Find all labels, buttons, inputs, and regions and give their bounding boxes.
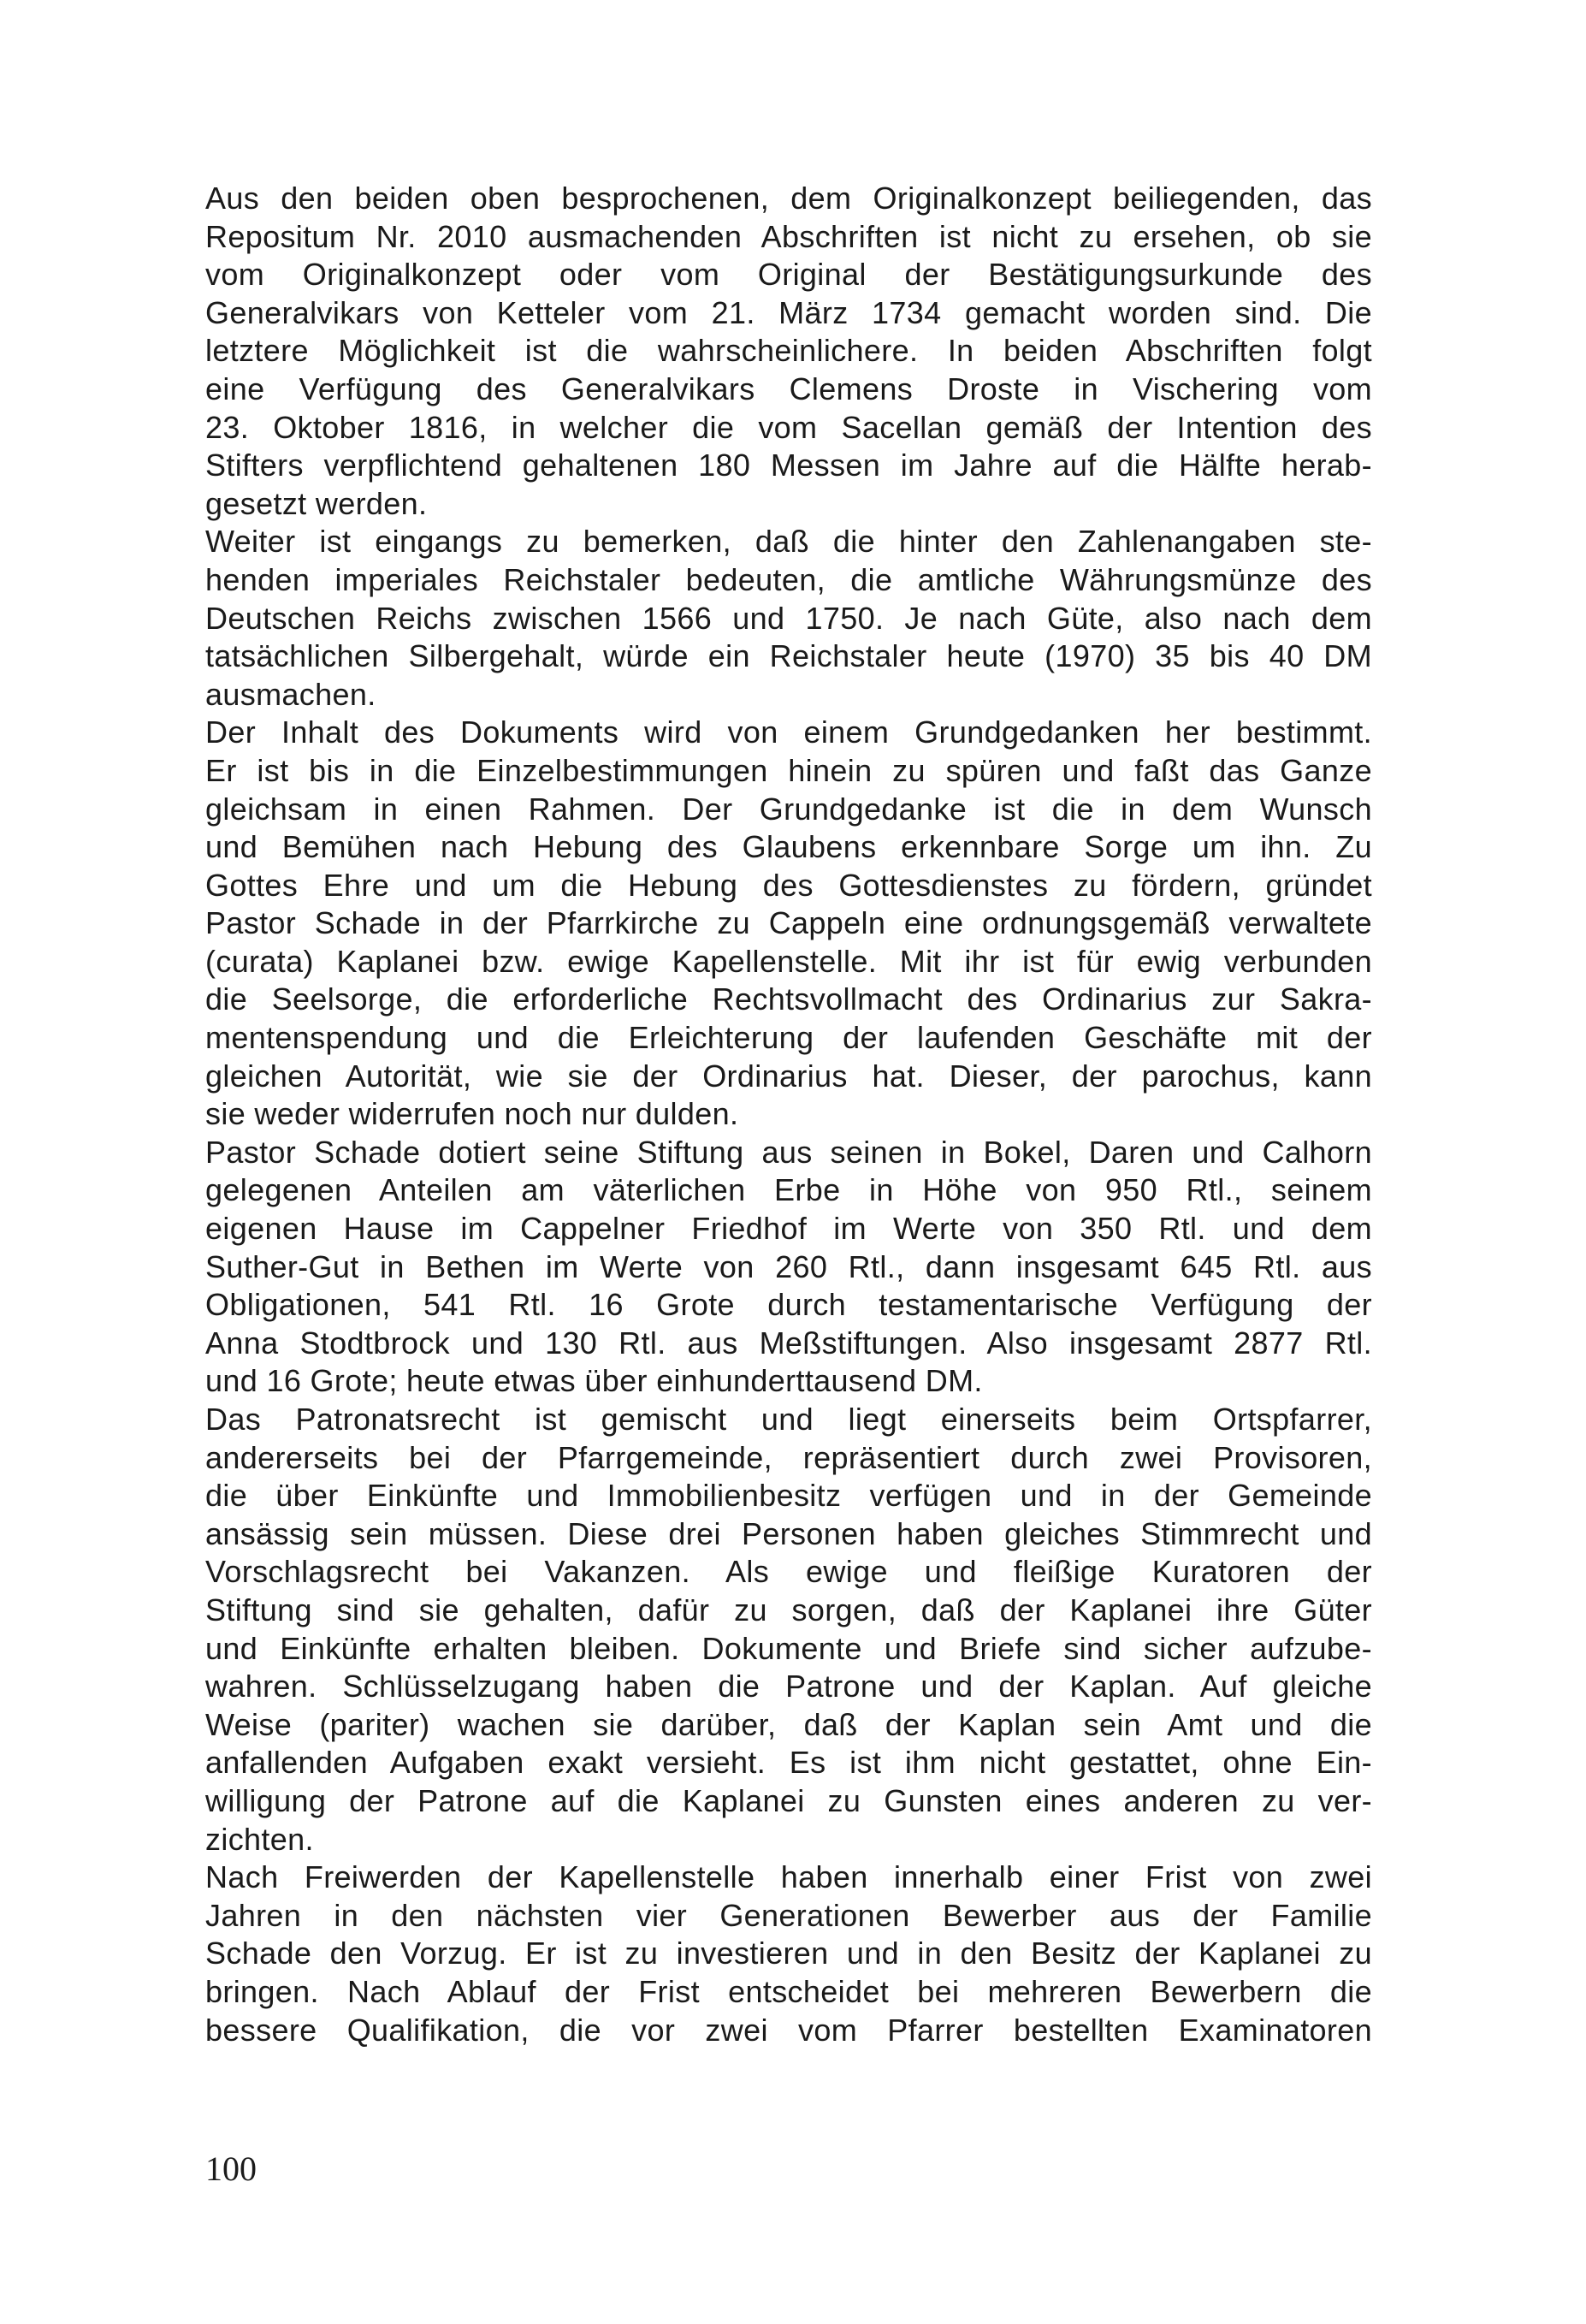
text-line: ausmachen. xyxy=(205,676,376,712)
text-line: gelegenen Anteilen am väterlichen Erbe in Höhe von 950 Rtl., seinem xyxy=(205,1172,1372,1208)
text-line: letztere Möglichkeit ist die wahrscheinlichere. In beiden Abschriften folgt xyxy=(205,333,1372,369)
text-line: bessere Qualifikation, die vor zwei vom Pfarrer bestellten Examinatoren xyxy=(205,2012,1372,2048)
text-line: Jahren in den nächsten vier Generationen Bewerber aus der Familie xyxy=(205,1897,1372,1933)
text-line: Anna Stodtbrock und 130 Rtl. aus Meßstiftungen. Also insgesamt 2877 Rtl. xyxy=(205,1325,1372,1361)
text-line: willigung der Patrone auf die Kaplanei zu Gunsten eines anderen zu ver- xyxy=(205,1782,1372,1818)
text-line: Weiter ist eingangs zu bemerken, daß die hinter den Zahlenangaben ste- xyxy=(205,524,1372,560)
text-line: andererseits bei der Pfarrgemeinde, repräsentiert durch zwei Provisoren, xyxy=(205,1439,1372,1475)
text-line: und Bemühen nach Hebung des Glaubens erkennbare Sorge um ihn. Zu xyxy=(205,829,1372,865)
paragraph xyxy=(205,714,1372,1134)
text-line: gesetzt werden. xyxy=(205,485,428,521)
paragraph xyxy=(205,523,1372,714)
text-line: Nach Freiwerden der Kapellenstelle haben innerhalb einer Frist von zwei xyxy=(205,1859,1372,1895)
text-line: Pastor Schade dotiert seine Stiftung aus seinen in Bokel, Daren und Calhorn xyxy=(205,1134,1372,1170)
body-text xyxy=(205,180,1372,2049)
text-line: wahren. Schlüsselzugang haben die Patrone und der Kaplan. Auf gleiche xyxy=(205,1669,1372,1704)
text-line: Aus den beiden oben besprochenen, dem Originalkonzept beiliegenden, das xyxy=(205,181,1372,216)
text-line: und 16 Grote; heute etwas über einhunderttausend DM. xyxy=(205,1363,983,1399)
text-line: Er ist bis in die Einzelbestimmungen hinein zu spüren und faßt das Ganze xyxy=(205,752,1372,788)
text-line: Deutschen Reichs zwischen 1566 und 1750. Je nach Güte, also nach dem xyxy=(205,600,1372,636)
text-line: Generalvikars von Ketteler vom 21. März 1734 gemacht worden sind. Die xyxy=(205,294,1372,330)
text-line: Vorschlagsrecht bei Vakanzen. Als ewige und fleißige Kuratoren der xyxy=(205,1554,1372,1590)
paragraph xyxy=(205,180,1372,523)
text-line: Schade den Vorzug. Er ist zu investieren und in den Besitz der Kaplanei zu xyxy=(205,1936,1372,1971)
paragraph xyxy=(205,1134,1372,1401)
text-line: Stiftung sind sie gehalten, dafür zu sorgen, daß der Kaplanei ihre Güter xyxy=(205,1592,1372,1627)
text-line: Repositum Nr. 2010 ausmachenden Abschriften ist nicht zu ersehen, ob sie xyxy=(205,218,1372,254)
text-line: ansässig sein müssen. Diese drei Personen haben gleiches Stimmrecht und xyxy=(205,1515,1372,1551)
text-line: Gottes Ehre und um die Hebung des Gottesdienstes zu fördern, gründet xyxy=(205,867,1372,903)
text-line: tatsächlichen Silbergehalt, würde ein Reichstaler heute (1970) 35 bis 40 DM xyxy=(205,638,1372,674)
text-line: und Einkünfte erhalten bleiben. Dokumente und Briefe sind sicher aufzube- xyxy=(205,1630,1372,1666)
text-line: mentenspendung und die Erleichterung der laufenden Geschäfte mit der xyxy=(205,1020,1372,1056)
text-line: Obligationen, 541 Rtl. 16 Grote durch testamentarische Verfügung der xyxy=(205,1287,1372,1323)
text-line: Stifters verpflichtend gehaltenen 180 Messen im Jahre auf die Hälfte herab- xyxy=(205,448,1372,483)
text-line: Pastor Schade in der Pfarrkirche zu Cappeln eine ordnungsgemäß verwaltete xyxy=(205,905,1372,941)
text-line: (curata) Kaplanei bzw. ewige Kapellenstelle. Mit ihr ist für ewig verbunden xyxy=(205,943,1372,979)
paragraph xyxy=(205,1401,1372,1859)
paragraph xyxy=(205,1859,1372,2049)
text-line: 23. Oktober 1816, in welcher die vom Sacellan gemäß der Intention des xyxy=(205,409,1372,445)
text-line: gleichen Autorität, wie sie der Ordinarius hat. Dieser, der parochus, kann xyxy=(205,1058,1372,1094)
text-line: die Seelsorge, die erforderliche Rechtsvollmacht des Ordinarius zur Sakra- xyxy=(205,981,1372,1017)
text-line: Weise (pariter) wachen sie darüber, daß der Kaplan sein Amt und die xyxy=(205,1706,1372,1742)
page-number: 100 xyxy=(205,2149,257,2188)
text-line: die über Einkünfte und Immobilienbesitz verfügen und in der Gemeinde xyxy=(205,1478,1372,1514)
text-line: gleichsam in einen Rahmen. Der Grundgedanke ist die in dem Wunsch xyxy=(205,791,1372,827)
text-line: eigenen Hause im Cappelner Friedhof im Werte von 350 Rtl. und dem xyxy=(205,1211,1372,1247)
text-line: zichten. xyxy=(205,1821,314,1857)
text-line: sie weder widerrufen noch nur dulden. xyxy=(205,1096,739,1132)
text-line: eine Verfügung des Generalvikars Clemens Droste in Vischering vom xyxy=(205,371,1372,406)
text-line: vom Originalkonzept oder vom Original der Bestätigungsurkunde des xyxy=(205,257,1372,293)
text-line: Suther-Gut in Bethen im Werte von 260 Rtl., dann insgesamt 645 Rtl. aus xyxy=(205,1248,1372,1284)
text-line: Das Patronatsrecht ist gemischt und liegt einerseits beim Ortspfarrer, xyxy=(205,1402,1372,1437)
text-line: bringen. Nach Ablauf der Frist entscheidet bei mehreren Bewerbern die xyxy=(205,1973,1372,2009)
text-line: anfallenden Aufgaben exakt versieht. Es ist ihm nicht gestattet, ohne Ein- xyxy=(205,1745,1372,1781)
text-line: henden imperiales Reichstaler bedeuten, die amtliche Währungsmünze des xyxy=(205,561,1372,597)
text-line: Der Inhalt des Dokuments wird von einem Grundgedanken her bestimmt. xyxy=(205,714,1372,750)
